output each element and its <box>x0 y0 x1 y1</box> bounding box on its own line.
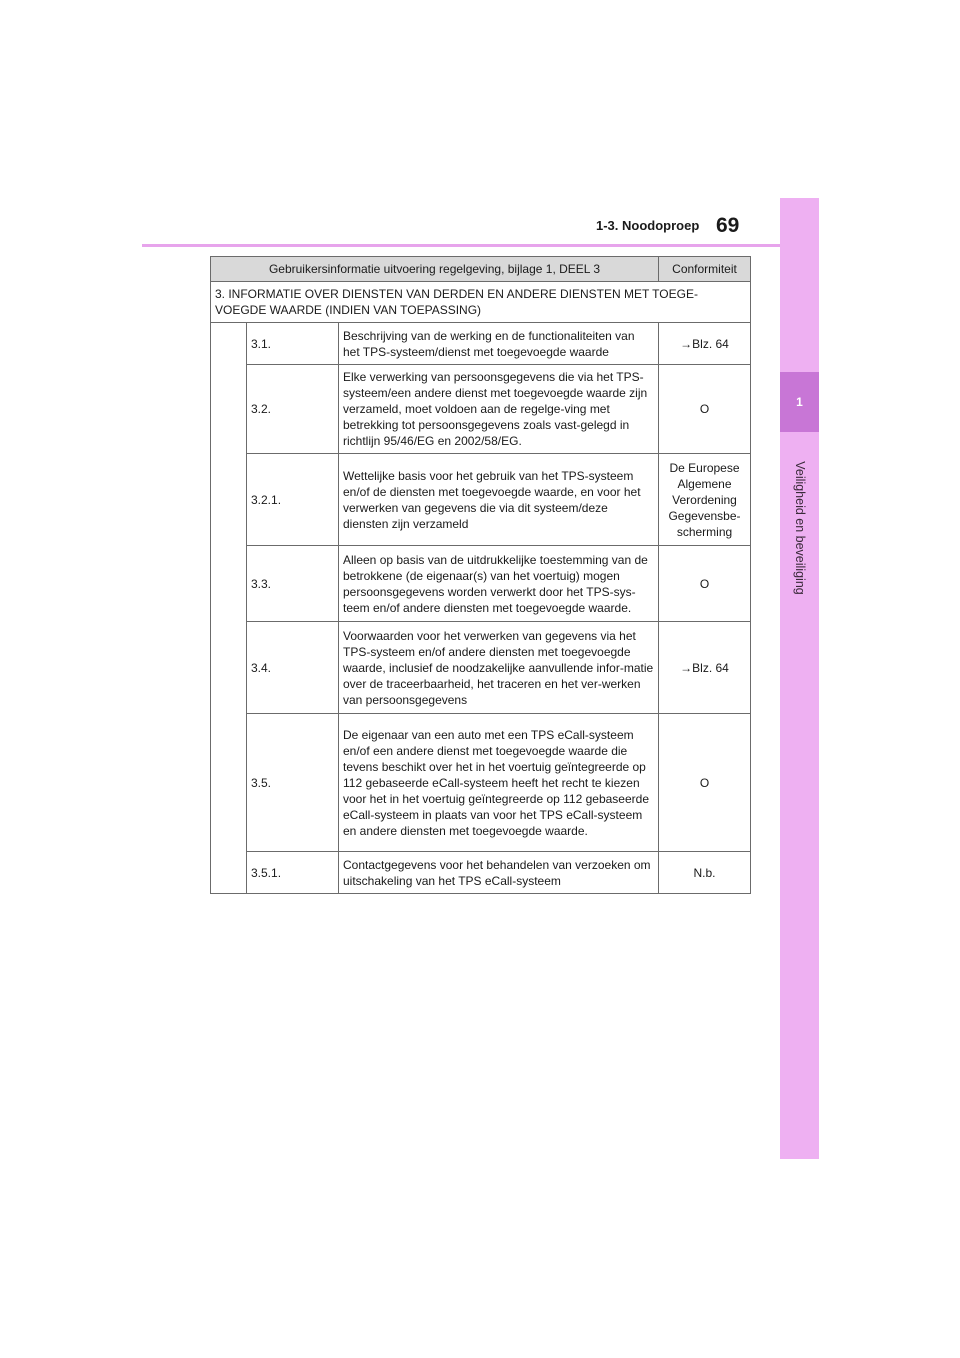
section-title-row <box>211 282 751 323</box>
header-info: Gebruikersinformatie uitvoering regelgeving, bijlage 1, DEEL 3 <box>211 257 659 282</box>
row-number: 3.2.1. <box>247 454 339 546</box>
table-row <box>211 365 751 454</box>
table-row <box>211 454 751 546</box>
row-description: Elke verwerking van persoonsgegevens die via het TPS-systeem/een andere dienst met toegevoegde waarde zijn verzameld, moet voldoen aan de regelge-ving met betrekking tot persoonsgegevens zoals vast-gelegd in richtlijn 95/46/EG en 2002/58/EG. <box>339 365 659 454</box>
row-number: 3.4. <box>247 622 339 714</box>
chapter-side-tab <box>780 198 819 1159</box>
row-description: Alleen op basis van de uitdrukkelijke toestemming van de betrokkene (de eigenaar(s) van het voertuig) mogen persoonsgegevens worden verwerkt door het TPS-sys-teem en/of andere diensten met toegevoegde waarde. <box>339 546 659 622</box>
chapter-number: 1 <box>796 395 803 409</box>
indent-cell <box>211 323 247 894</box>
header-conformity: Conformiteit <box>659 257 751 282</box>
chapter-number-badge <box>780 372 819 432</box>
row-number: 3.2. <box>247 365 339 454</box>
row-description: Beschrijving van de werking en de functionaliteiten van het TPS-systeem/dienst met toegevoegde waarde <box>339 323 659 365</box>
table-row <box>211 622 751 714</box>
row-conformity: O <box>659 546 751 622</box>
row-conformity: →Blz. 64 <box>659 622 751 714</box>
row-description: De eigenaar van een auto met een TPS eCall-systeem en/of een andere dienst met toegevoegde waarde die tevens beschikt over het in het voertuig geïntegreerde op 112 gebaseerde eCall-systeem heeft het recht te kiezen voor het in het voertuig geïntegreerde op 112 gebaseerde eCall-systeem in plaats van voor het TPS eCall-systeem en andere diensten met toegevoegde waarde. <box>339 714 659 852</box>
table-row <box>211 546 751 622</box>
row-description: Contactgegevens voor het behandelen van verzoeken om uitschakeling van het TPS eCall-systeem <box>339 852 659 894</box>
table-row <box>211 323 751 365</box>
page-number: 69 <box>716 214 740 237</box>
row-number: 3.3. <box>247 546 339 622</box>
table-row <box>211 714 751 852</box>
row-conformity: O <box>659 714 751 852</box>
row-number: 3.1. <box>247 323 339 365</box>
row-conformity: De Europese Algemene Verordening Gegevensbe-scherming <box>659 454 751 546</box>
row-number: 3.5.1. <box>247 852 339 894</box>
running-header-section: 1-3. Noodoproep <box>596 218 700 233</box>
table-header-row <box>211 257 751 282</box>
section-title: 3. INFORMATIE OVER DIENSTEN VAN DERDEN EN ANDERE DIENSTEN MET TOEGE-VOEGDE WAARDE (INDIEN VAN TOEPASSING) <box>211 282 751 323</box>
regulation-table <box>210 256 751 894</box>
table-row <box>211 852 751 894</box>
row-conformity: O <box>659 365 751 454</box>
chapter-title-vertical: Veiligheid en beveiliging <box>793 461 807 595</box>
row-conformity: →Blz. 64 <box>659 323 751 365</box>
row-conformity: N.b. <box>659 852 751 894</box>
row-description: Voorwaarden voor het verwerken van gegevens via het TPS-systeem en/of andere diensten met toegevoegde waarde, inclusief de noodzakelijke aanvullende infor-matie over de traceerbaarheid, het traceren en het ver-werken van persoonsgegevens <box>339 622 659 714</box>
row-description: Wettelijke basis voor het gebruik van het TPS-systeem en/of de diensten met toegevoegde waarde, en voor het verwerken van gegevens die via dit systeem/deze diensten zijn verzameld <box>339 454 659 546</box>
header-divider <box>142 244 818 247</box>
row-number: 3.5. <box>247 714 339 852</box>
